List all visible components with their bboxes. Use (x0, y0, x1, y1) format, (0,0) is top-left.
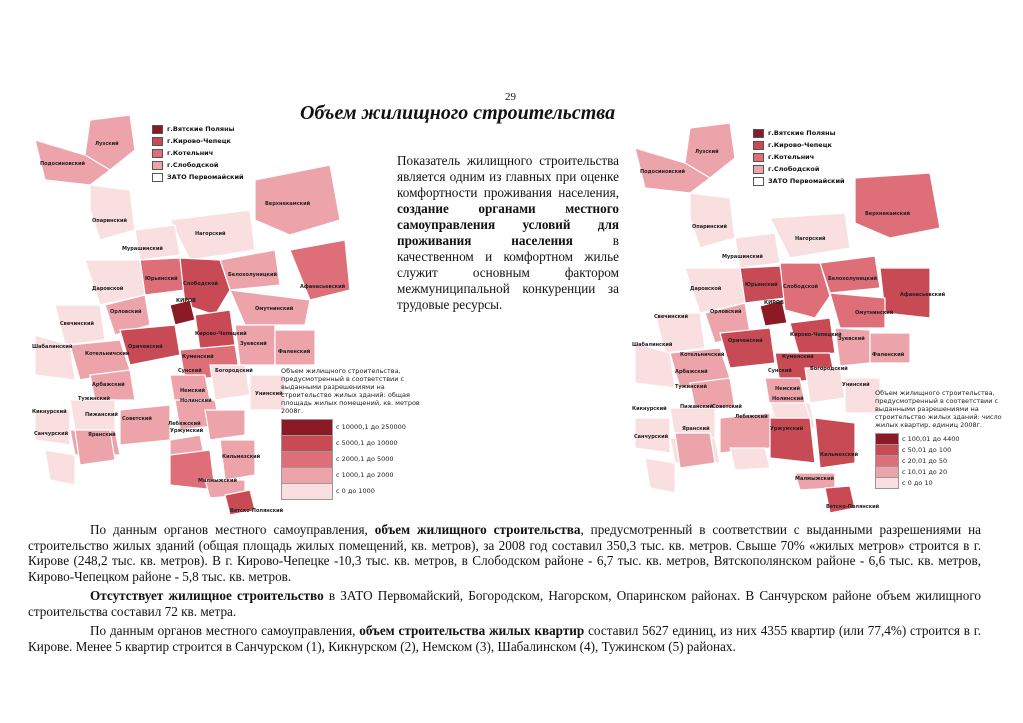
intro-text-bold: создание органами местного самоуправления условий для проживания населения (397, 201, 619, 248)
label-murashinsky: Мурашинский (122, 246, 163, 252)
label-sunsky: Сунский (178, 368, 202, 374)
legend-label: с 5000,1 до 10000 (336, 439, 398, 447)
legend-caption: Объем жилищного строительства, предусмотренный в соответствии с выданными разрешениями на строительство жилых зданий: число жилых квартир, единиц 2008г. (875, 389, 1002, 429)
legend-label: с 1000,1 до 2000 (336, 471, 394, 479)
legend-item (753, 175, 845, 187)
label-murashinsky: Мурашинский (722, 254, 763, 260)
label-arbazhsky: Арбажский (675, 369, 708, 375)
region-murashinsky (735, 233, 780, 268)
legend-label: с 20,01 до 50 (902, 456, 948, 465)
paragraph-2-rest: в ЗАТО Первомайский, Богородском, Нагорском, Опаринском районах. В Санчурском районе объем жилищного строительства составил 72 кв. метра. (28, 588, 981, 619)
label-afanasyevsky: Афанасьевский (300, 284, 346, 290)
label-kilmezsky: Кильмезский (222, 454, 261, 460)
label-verkhnekamsky: Верхнекамский (865, 211, 911, 217)
label-orichevsky: Оричевский (128, 344, 163, 350)
region-kilmezsky (815, 418, 855, 468)
legend-item (281, 435, 431, 451)
label-sovetsky: Советский (712, 404, 742, 410)
legend-item (875, 455, 1010, 466)
legend-label: г.Слободской (768, 165, 820, 173)
label-malmyzhsky: Малмыжский (198, 478, 237, 484)
label-urzhumsky: Уржумский (770, 426, 804, 432)
label-kirovochepetsky: Кирово-Чепецкий (195, 331, 247, 337)
paragraph-1-rest: , предусмотренный в соответствии с выданными разрешениями на строительство жилых зданий (общая площадь жилых помещений, кв. метров), за 2008 год составил 350,3 тыс. кв. метров. Свыше 70% «жилых метров» строится в г. Кирове (248,2 тыс. кв. метров). В г. Кирово-Чепецке -10,3 тыс. кв. метров, в Слободском районе - 6,7 тыс. кв. метров, Вятскополянском районе - 6,6 тыс. кв. метров, Кирово-Чепецком районе - 5,8 тыс. кв. метров. (28, 522, 982, 584)
label-kirov: КИРОВ (176, 298, 196, 304)
label-lebyazhsky: Лебяжский (735, 414, 768, 420)
legend-swatch (152, 137, 163, 146)
legend-item (753, 163, 845, 175)
label-kiknursky: Кикнурский (32, 409, 67, 415)
region-murashinsky (135, 225, 180, 260)
legend-label: г.Кирово-Чепецк (768, 141, 832, 149)
label-zuevsky: Зуевский (240, 341, 267, 347)
region-sanchursky (45, 450, 75, 485)
region-yaransky (675, 433, 715, 468)
legend-label: ЗАТО Первомайский (167, 173, 244, 181)
legend-label: г.Вятские Поляны (167, 125, 235, 133)
legend-swatch (753, 177, 764, 186)
legend-caption: Объем жилищного строительства, предусмотренный в соответствии с выданными разрешениями на строительство жилых зданий: общая площадь жилых помещений, кв. метров 2008г. (281, 367, 420, 415)
label-kumensky: Куменский (782, 354, 814, 360)
map-right-city-legend (753, 127, 845, 187)
legend-label: г.Котельнич (167, 149, 214, 157)
legend-swatch (281, 435, 333, 452)
paragraph-3-text: По данным органов местного самоуправления, (90, 623, 356, 638)
legend-swatch (281, 467, 333, 484)
label-belokholunitsky: Белохолуницкий (828, 276, 877, 282)
region-bogorodsky (805, 368, 845, 403)
paragraph-1-text: По данным органов местного самоуправления, (90, 522, 368, 537)
paragraph-1 (28, 522, 981, 584)
label-malmyzhsky: Малмыжский (795, 476, 834, 482)
legend-item (152, 171, 244, 183)
legend-item (281, 467, 431, 483)
region-falensky (870, 333, 910, 363)
legend-label: с 0 до 1000 (336, 487, 375, 495)
legend-item (281, 451, 431, 467)
paragraph-3-bold: объем строительства жилых квартир (359, 623, 585, 638)
label-unnsky: Унинский (255, 391, 283, 397)
label-kiknursky: Кикнурский (632, 406, 667, 412)
label-nagorsky: Нагорский (795, 236, 826, 242)
label-kotelnichsky: Котельничский (85, 351, 130, 357)
label-orlovsky: Орловский (110, 309, 142, 315)
region-oparinsky (690, 193, 735, 248)
intro-text-part1: Показатель жилищного строительства является одним из главных при оценке комфортности проживания населения, (397, 153, 619, 200)
label-bogorodsky: Богородский (215, 368, 253, 374)
label-vyatskopolyansky: Вятско-Полянский (826, 504, 880, 510)
paragraph-2 (28, 588, 981, 619)
label-nemsky: Немский (180, 388, 206, 394)
label-orlovsky: Орловский (710, 309, 742, 315)
legend-item (875, 433, 1010, 444)
legend-swatch (753, 165, 764, 174)
legend-item (875, 444, 1010, 455)
label-svechinsky: Свечинский (654, 314, 688, 320)
legend-label: ЗАТО Первомайский (768, 177, 845, 185)
label-yuryansky: Юрьянский (145, 276, 178, 282)
region-urzhumsky (770, 418, 815, 463)
label-podosinovsky: Подосиновский (640, 169, 685, 175)
legend-item (875, 466, 1010, 477)
label-kilmezsky: Кильмезский (820, 452, 859, 458)
label-pizhansky: Пижанский (85, 412, 118, 418)
region-kilmezsky (220, 440, 255, 480)
region-afanasyevsky (290, 240, 350, 300)
paragraph-3 (28, 623, 981, 654)
legend-swatch (281, 419, 333, 436)
map-left-city-legend (152, 123, 244, 183)
label-omutninsky: Омутнинский (255, 306, 294, 312)
region-lebyazhsky (730, 448, 770, 470)
region-sovetsky (120, 405, 170, 445)
label-kirovochepetsky: Кирово-Чепецкий (790, 332, 842, 338)
legend-item (152, 159, 244, 171)
label-tuzhinsky: Тужинский (675, 384, 707, 390)
label-vyatskopolyansky: Вятско-Полянский (230, 508, 284, 514)
legend-swatch (753, 153, 764, 162)
label-arbazhsky: Арбажский (92, 382, 125, 388)
map-left-class-legend (281, 367, 431, 499)
label-darovskoy: Даровской (690, 286, 722, 292)
page-number: 29 (505, 91, 516, 103)
region-orichevsky (720, 328, 775, 368)
label-omutninsky: Омутнинский (855, 310, 894, 316)
region-kirovochepetsky (790, 318, 835, 358)
label-belokholunitsky: Белохолуницкий (228, 272, 277, 278)
legend-item (753, 139, 845, 151)
legend-swatch (152, 125, 163, 134)
legend-label: с 0 до 10 (902, 478, 933, 487)
legend-label: с 50,01 до 100 (902, 445, 952, 454)
legend-label: г.Котельнич (768, 153, 815, 161)
legend-swatch (152, 161, 163, 170)
region-belokholunitsky (220, 250, 280, 290)
legend-swatch (753, 129, 764, 138)
legend-swatch (152, 173, 163, 182)
legend-label: г.Кирово-Чепецк (167, 137, 231, 145)
label-slobodskoy: Слободской (183, 281, 219, 287)
legend-label: г.Вятские Поляны (768, 129, 836, 137)
paragraph-3-rest: составил 5627 единиц, из них 4355 квартир (или 77,4%) строится в г. Кирове. Менее 5 квартир строится в Санчурском (1), Кикнурском (2), Немском (3), Шабалинском (4), Тужинском (5) районах. (28, 623, 981, 654)
label-falensky: Фаленский (872, 352, 905, 358)
label-nagorsky: Нагорский (195, 231, 226, 237)
label-shabalinsky: Шабалинский (632, 342, 673, 348)
label-falensky: Фаленский (278, 349, 311, 355)
region-nolinsky (770, 403, 810, 418)
label-lebyazhsky: Лебяжский (168, 421, 201, 427)
label-luza: Лузский (95, 141, 119, 147)
label-pizhansky: Пижанский (680, 404, 713, 410)
legend-item (875, 477, 1010, 488)
legend-label: с 10,01 до 20 (902, 467, 948, 476)
region-slobodskoy (780, 263, 830, 318)
label-sunsky: Сунский (768, 368, 792, 374)
label-podosinovsky: Подосиновский (40, 161, 85, 167)
label-tuzhinsky: Тужинский (78, 396, 110, 402)
label-svechinsky: Свечинский (60, 321, 94, 327)
label-bogorodsky: Богородский (810, 366, 848, 372)
region-verkhnekamsky (255, 165, 340, 235)
legend-swatch (152, 149, 163, 158)
legend-item (753, 151, 845, 163)
intro-text-part2: в качественном и комфортном жилье служит основным фактором межмуниципальной конкуренции за трудовые ресурсы. (397, 233, 619, 312)
region-falensky (275, 330, 315, 365)
label-yuryansky: Юрьянский (745, 282, 778, 288)
legend-swatch (281, 483, 333, 500)
label-urzhumsky: Уржумский (170, 428, 204, 434)
legend-item (753, 127, 845, 139)
legend-item (281, 483, 431, 499)
label-orichevsky: Оричевский (728, 338, 763, 344)
paragraph-1-bold: объем жилищного строительства (374, 522, 581, 537)
legend-label: с 10000,1 до 250000 (336, 423, 406, 431)
label-nolinsky: Нолинский (772, 396, 804, 402)
label-unnsky: Унинский (842, 382, 870, 388)
label-slobodskoy: Слободской (783, 284, 819, 290)
legend-label: с 100,01 до 4400 (902, 434, 960, 443)
legend-label: г.Слободской (167, 161, 219, 169)
legend-item (281, 419, 431, 435)
label-nemsky: Немский (775, 386, 801, 392)
label-yaransky: Яранский (682, 426, 710, 432)
region-sanchursky (645, 458, 675, 493)
legend-item (152, 135, 244, 147)
legend-item (152, 123, 244, 135)
label-kirov: КИРОВ (764, 300, 784, 306)
paragraph-2-bold: Отсутствует жилищное строительство (90, 588, 324, 603)
label-yaransky: Яранский (88, 432, 116, 438)
legend-label: с 2000,1 до 5000 (336, 455, 394, 463)
body-text (28, 522, 981, 658)
label-sanchursky: Санчурский (34, 431, 69, 437)
region-verkhnekamsky (855, 173, 940, 238)
page-title: Объем жилищного строительства (300, 102, 616, 124)
region-kiknursky (35, 410, 70, 445)
legend-swatch (875, 477, 899, 489)
legend-swatch (753, 141, 764, 150)
label-verkhnekamsky: Верхнекамский (265, 201, 311, 207)
region-kirovochepetsky (195, 310, 235, 350)
label-afanasyevsky: Афанасьевский (900, 292, 946, 298)
label-zuevsky: Зуевский (838, 336, 865, 342)
label-shabalinsky: Шабалинский (32, 344, 73, 350)
label-oparinsky: Опаринский (92, 218, 127, 224)
label-sovetsky: Советский (122, 416, 152, 422)
legend-swatch (281, 451, 333, 468)
label-kumensky: Куменский (182, 354, 214, 360)
legend-item (152, 147, 244, 159)
label-sanchursky: Санчурский (634, 434, 669, 440)
intro-text (397, 153, 619, 313)
region-oparinsky (90, 185, 135, 240)
region-nolinsky (205, 410, 245, 440)
label-kotelnichsky: Котельничский (680, 352, 725, 358)
label-luza: Лузский (695, 149, 719, 155)
label-nolinsky: Нолинский (180, 398, 212, 404)
map-right-class-legend (875, 389, 1010, 488)
region-belokholunitsky (820, 256, 880, 293)
label-oparinsky: Опаринский (692, 224, 727, 230)
label-darovskoy: Даровской (92, 286, 124, 292)
